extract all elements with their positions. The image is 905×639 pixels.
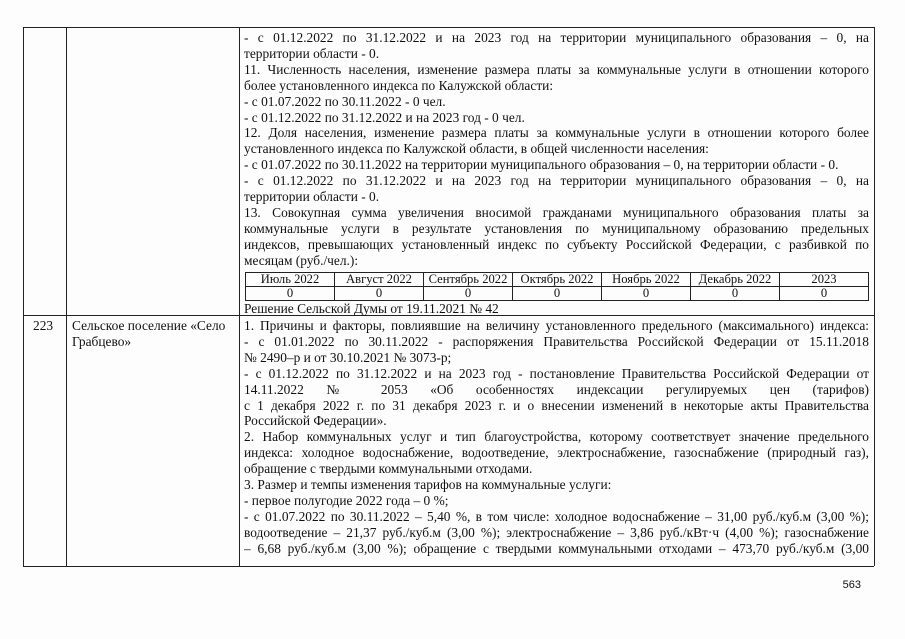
table-cell: 0: [513, 287, 602, 301]
text-line: территории области - 0.: [244, 45, 380, 61]
text-line: - с 01.12.2022 по 31.12.2022 и на 2023 год - 0 чел.: [244, 109, 525, 125]
row-number: 223: [33, 318, 54, 333]
page-number: 563: [842, 579, 861, 591]
text-line: индексов, превышающих установленный индекс по субъекту Российской Федерации, с разбивкой по: [244, 236, 869, 252]
table-cell: 0: [246, 287, 335, 301]
table-header-cell: Декабрь 2022: [691, 273, 780, 287]
text-line: коммунальные услуги в результате установления по муниципальному образованию предельных: [244, 220, 869, 236]
text-line: 11. Численность населения, изменение размера платы за коммунальные услуги в отношении которого: [244, 61, 869, 77]
table-header-cell: Ноябрь 2022: [602, 273, 691, 287]
table-header-row: [246, 273, 869, 287]
table-header-cell: Октябрь 2022: [513, 273, 602, 287]
table-row: [246, 287, 869, 301]
text-line: более установленного индекса по Калужской области:: [244, 77, 554, 93]
col-border-1: [66, 27, 67, 566]
table-header-cell: 2023: [780, 273, 869, 287]
table-cell: 0: [424, 287, 513, 301]
table-header-cell: Август 2022: [335, 273, 424, 287]
text-line: 1. Причины и факторы, повлиявшие на величину установленного предельного (максимального) индекса:: [244, 318, 869, 333]
text-line: - с 01.12.2022 по 31.12.2022 и на 2023 год на территории муниципального образования – 0, на: [244, 30, 869, 45]
settlement-name-line-2: Грабцево»: [72, 334, 132, 349]
table-cell: 0: [691, 287, 780, 301]
table-bottom-border: [23, 566, 874, 567]
text-line: 13. Совокупная сумма увеличения вносимой гражданами муниципального образования платы за: [244, 204, 869, 220]
text-line: - с 01.01.2022 по 30.11.2022 - распоряжения Правительства Российской Федерации от 15.11.2018: [244, 333, 869, 349]
text-line: - с 01.12.2022 по 31.12.2022 и на 2023 год - постановление Правительства Российской Федерации от: [244, 365, 869, 381]
table-cell: 0: [602, 287, 691, 301]
text-line: - с 01.12.2022 по 31.12.2022 и на 2023 год на территории муниципального образования – 0, на: [244, 173, 869, 189]
text-line: 12. Доля населения, изменение размера платы за коммунальные услуги в отношении которого более: [244, 125, 869, 141]
table-header-cell: Сентябрь 2022: [424, 273, 513, 287]
text-line: территории области - 0.: [244, 189, 380, 204]
decision-reference: Решение Сельской Думы от 19.11.2021 № 42: [244, 301, 499, 316]
text-line: 2. Набор коммунальных услуг и тип благоустройства, которому соответствует значение предельного: [244, 429, 869, 445]
table-cell: 0: [780, 287, 869, 301]
text-line: обращение с твердыми коммунальными отходами.: [244, 461, 533, 477]
text-line: № 2490–р и от 30.10.2021 № 3073-р;: [244, 349, 452, 365]
text-line: 3. Размер и темпы изменения тарифов на коммунальные услуги:: [244, 477, 612, 492]
text-line: 14.11.2022 № 2053 «Об особенностях индексации регулируемых цен (тарифов): [244, 381, 869, 397]
text-line: установленного индекса по Калужской области, в общей численности населения:: [244, 141, 709, 157]
text-line: с 1 декабря 2022 г. по 31 декабря 2023 г. и о внесении изменений в некоторые акты Правительства: [244, 397, 869, 413]
monthly-sum-table: [245, 272, 869, 301]
col-border-2: [239, 27, 240, 566]
table-header-cell: Июль 2022: [246, 273, 335, 287]
text-line: месяцам (руб./чел.):: [244, 252, 359, 268]
text-line: - первое полугодие 2022 года – 0 %;: [244, 492, 449, 508]
col-border-left: [23, 27, 24, 566]
text-line: индекса: холодное водоснабжение, водоотведение, электроснабжение, газоснабжение (природный газ),: [244, 445, 869, 461]
table-cell: 0: [335, 287, 424, 301]
settlement-name-line-1: Сельское поселение «Село: [72, 318, 226, 333]
text-line: Российской Федерации».: [244, 413, 387, 429]
col-border-right: [874, 27, 875, 566]
table-top-border: [23, 27, 874, 28]
text-line: - с 01.07.2022 по 30.11.2022 на территории муниципального образования – 0, на территории области - 0.: [244, 157, 839, 173]
text-line: водоотведение – 21,37 руб./куб.м (3,00 %); электроснабжение – 3,86 руб./кВт·ч (4,00 %); газоснабжение: [244, 524, 869, 540]
text-line: - с 01.07.2022 по 30.11.2022 - 0 чел.: [244, 93, 446, 109]
text-line: - с 01.07.2022 по 30.11.2022 – 5,40 %, в том числе: холодное водоснабжение – 31,00 руб./куб.м (3,00 %);: [244, 508, 869, 524]
text-line: – 6,68 руб./куб.м (3,00 %); обращение с твердыми коммунальными отходами – 473,70 руб./куб.м (3,00: [244, 540, 869, 556]
